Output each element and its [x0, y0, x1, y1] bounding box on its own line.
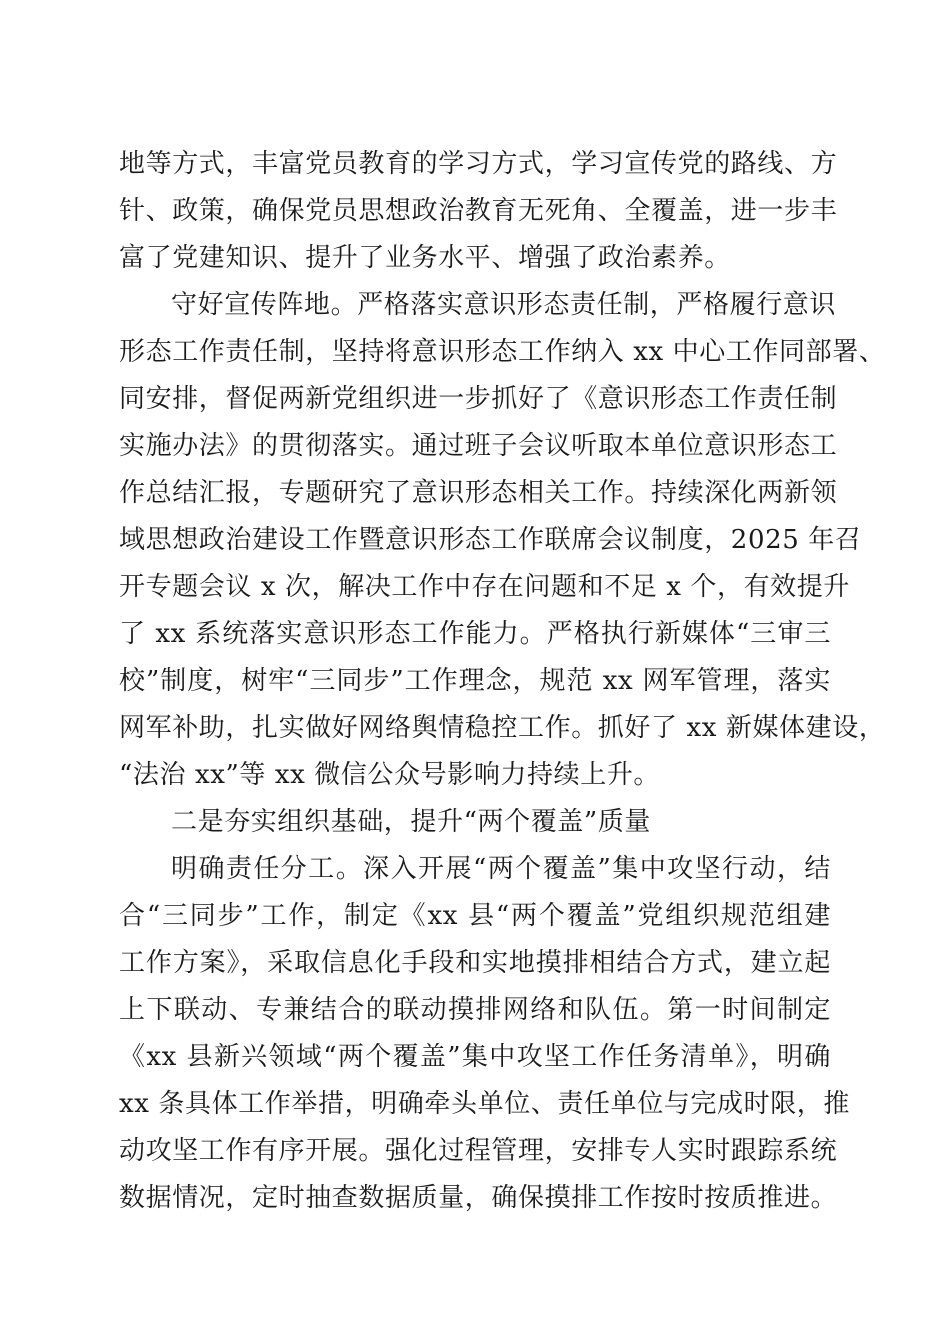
- text-line: 守好宣传阵地。严格落实意识形态责任制，严格履行意识: [171, 290, 837, 320]
- text-line: “法治 xx”等 xx 微信公众号影响力持续上升。: [119, 760, 661, 790]
- heading-text: 二是夯实组织基础，提升“两个覆盖”质量: [171, 807, 651, 837]
- text-line: 校”制度，树牢“三同步”工作理念，规范 xx 网军管理，落实: [119, 666, 831, 696]
- text-line: 针、政策，确保党员思想政治教育无死角、全覆盖，进一步丰: [119, 196, 838, 226]
- text-line: 合“三同步”工作，制定《xx 县“两个覆盖”党组织规范组建: [119, 901, 831, 931]
- text-line: 网军补助，扎实做好网络舆情稳控工作。抓好了 xx 新媒体建设，: [119, 713, 886, 743]
- paragraph-p2: [119, 282, 886, 799]
- text-line: 实施办法》的贯彻落实。通过班子会议听取本单位意识形态工: [119, 431, 838, 461]
- section-heading: [119, 799, 831, 846]
- text-line: 上下联动、专兼结合的联动摸排网络和队伍。第一时间制定: [119, 995, 831, 1025]
- paragraph-p1: [119, 141, 838, 282]
- paragraph-p4: [119, 846, 850, 1222]
- text-line: 动攻坚工作有序开展。强化过程管理，安排专人实时跟踪系统: [119, 1136, 838, 1166]
- text-line: 域思想政治建设工作暨意识形态工作联席会议制度，2025 年召: [119, 525, 862, 555]
- text-line: 《xx 县新兴领域“两个覆盖”集中攻坚工作任务清单》，明确: [119, 1042, 831, 1072]
- document-body: [119, 141, 886, 1222]
- text-line: 开专题会议 x 次，解决工作中存在问题和不足 x 个，有效提升: [119, 572, 850, 602]
- text-line: 地等方式，丰富党员教育的学习方式，学习宣传党的路线、方: [119, 149, 838, 179]
- text-line: 富了党建知识、提升了业务水平、增强了政治素养。: [119, 243, 731, 273]
- text-line: 工作方案》，采取信息化手段和实地摸排相结合方式，建立起: [119, 948, 831, 978]
- text-line: 作总结汇报，专题研究了意识形态相关工作。持续深化两新领: [119, 478, 838, 508]
- text-line: 数据情况，定时抽查数据质量，确保摸排工作按时按质推进。: [119, 1183, 838, 1213]
- text-line: 了 xx 系统落实意识形态工作能力。严格执行新媒体“三审三: [119, 619, 831, 649]
- text-line: 形态工作责任制，坚持将意识形态工作纳入 xx 中心工作同部署、: [119, 337, 886, 367]
- text-line: 同安排，督促两新党组织进一步抓好了《意识形态工作责任制: [119, 384, 838, 414]
- text-line: 明确责任分工。深入开展“两个覆盖”集中攻坚行动，结: [171, 854, 831, 884]
- text-line: xx 条具体工作举措，明确牵头单位、责任单位与完成时限，推: [119, 1089, 850, 1119]
